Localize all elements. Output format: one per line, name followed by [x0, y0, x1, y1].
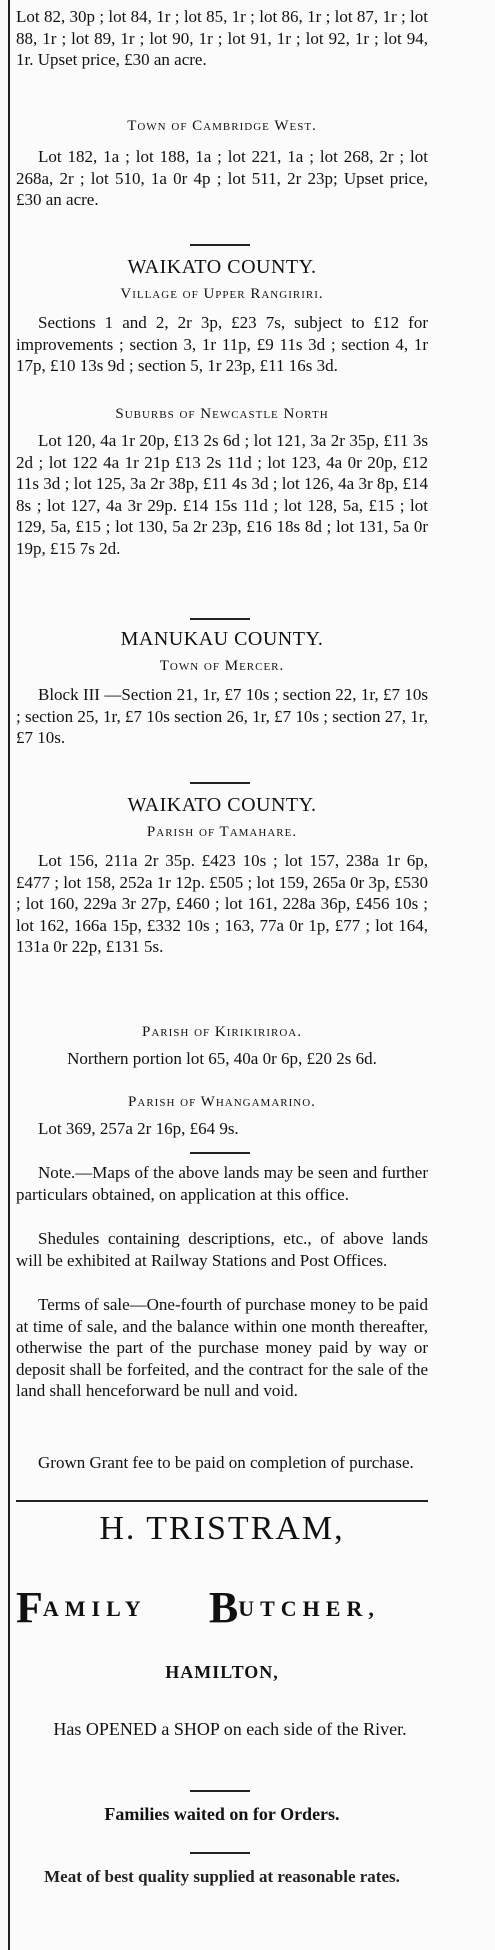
upper-rangiriri-text: Sections 1 and 2, 2r 3p, £23 7s, subject to £12 for improvements ; section 3, 1r 11p, £9 11s 3d ; section 4, 1r 17p, £10 13s 9d ; section 5, 1r 23p, £11 16s 3d.: [16, 313, 428, 375]
heading-kirikiriroa: Parish of Kirikiriroa.: [142, 1024, 302, 1040]
shop-opened-text: Has OPENED a SHOP on each side of the River.: [53, 1719, 407, 1739]
f-initial: F: [16, 1583, 43, 1632]
section-divider: [190, 1852, 250, 1854]
mercer-text: Block III —Section 21, 1r, £7 10s ; section 22, 1r, £7 10s ; section 25, 1r, £7 10s section 26, 1r, £7 10s ; section 27, 1r, £7 10s.: [16, 685, 428, 747]
section-divider: [190, 618, 250, 620]
b-rest: UTCHER,: [238, 1596, 380, 1621]
family-butcher-line: [16, 1582, 428, 1633]
section-divider: [190, 1152, 250, 1154]
heading-manukau-county: MANUKAU COUNTY.: [120, 628, 324, 650]
heading-waikato-county-2: WAIKATO COUNTY.: [127, 794, 317, 816]
heading-whangamarino: Parish of Whangamarino.: [128, 1094, 316, 1110]
section-divider: [190, 782, 250, 784]
kirikiriroa-text: Northern portion lot 65, 40a 0r 6p, £20 2s 6d.: [67, 1049, 377, 1068]
heading-newcastle-north: Suburbs of Newcastle North: [115, 406, 329, 422]
families-waited-text: Families waited on for Orders.: [104, 1804, 340, 1824]
column-rule: [8, 0, 10, 1950]
meat-quality-text: Meat of best quality supplied at reasonable rates.: [44, 1867, 400, 1886]
advertiser-name: H. TRISTRAM,: [99, 1510, 345, 1547]
cambridge-west-text: Lot 182, 1a ; lot 188, 1a ; lot 221, 1a ; lot 268, 2r ; lot 268a, 2r ; lot 510, 1a 0r 4p ; lot 511, 2r 23p; Upset price, £30 an acre.: [16, 147, 428, 209]
heading-waikato-county: WAIKATO COUNTY.: [127, 256, 317, 278]
note-maps: Note.—Maps of the above lands may be seen and further particulars obtained, on application at this office.: [16, 1163, 428, 1204]
lots-paragraph: Lot 82, 30p ; lot 84, 1r ; lot 85, 1r ; lot 86, 1r ; lot 87, 1r ; lot 88, 1r ; lot 89, 1r ; lot 90, 1r ; lot 91, 1r ; lot 92, 1r ; lot 94, 1r. Upset price, £30 an acre.: [16, 7, 428, 69]
b-initial: B: [208, 1583, 239, 1632]
note-crown-grant: Grown Grant fee to be paid on completion of purchase.: [38, 1453, 414, 1472]
section-divider: [190, 1790, 250, 1792]
heading-cambridge-west: Town of Cambridge West.: [127, 118, 317, 134]
tamahare-text: Lot 156, 211a 2r 35p. £423 10s ; lot 157, 238a 1r 6p, £477 ; lot 158, 252a 1r 12p. £505 ; lot 159, 265a 0r 3p, £530 ; lot 160, 229a 3r 27p, £460 ; lot 161, 228a 36p, £456 10s ; lot 162, 166a 15p, £332 10s ; 163, 77a 0r 1p, £77 ; lot 164, 131a 0r 22p, £131 5s.: [16, 851, 428, 956]
advertisement-rule: [16, 1500, 428, 1502]
heading-town-of-mercer: Town of Mercer.: [159, 658, 285, 674]
whangamarino-text: Lot 369, 257a 2r 16p, £64 9s.: [38, 1119, 239, 1138]
section-divider: [190, 244, 250, 246]
town-hamilton: HAMILTON,: [165, 1662, 279, 1682]
heading-upper-rangiriri: Village of Upper Rangiriri.: [120, 286, 324, 302]
newcastle-north-text: Lot 120, 4a 1r 20p, £13 2s 6d ; lot 121, 3a 2r 35p, £11 3s 2d ; lot 122 4a 1r 21p £13 2s 11d ; lot 123, 4a 0r 20p, £12 11s 3d ; lot 125, 3a 2r 38p, £11 4s 3d ; lot 126, 4a 3r 8p, £14 8s ; lot 127, 4a 3r 29p. £14 15s 11d ; lot 128, 5a, £15 ; lot 129, 5a, £15 ; lot 130, 5a 2r 23p, £16 18s 8d ; lot 131, 5a 0r 19p, £15 7s 2d.: [16, 431, 428, 558]
note-schedules: Shedules containing descriptions, etc., of above lands will be exhibited at Railway Stations and Post Offices.: [16, 1229, 428, 1270]
heading-tamahare: Parish of Tamahare.: [146, 824, 298, 840]
note-terms: Terms of sale—One-fourth of purchase money to be paid at time of sale, and the balance within one month thereafter, otherwise the part of the purchase money paid by way or deposit shall be forfeited, and the contract for the sale of the land shall henceforward be null and void.: [16, 1295, 428, 1400]
f-rest: AMILY: [42, 1596, 146, 1621]
